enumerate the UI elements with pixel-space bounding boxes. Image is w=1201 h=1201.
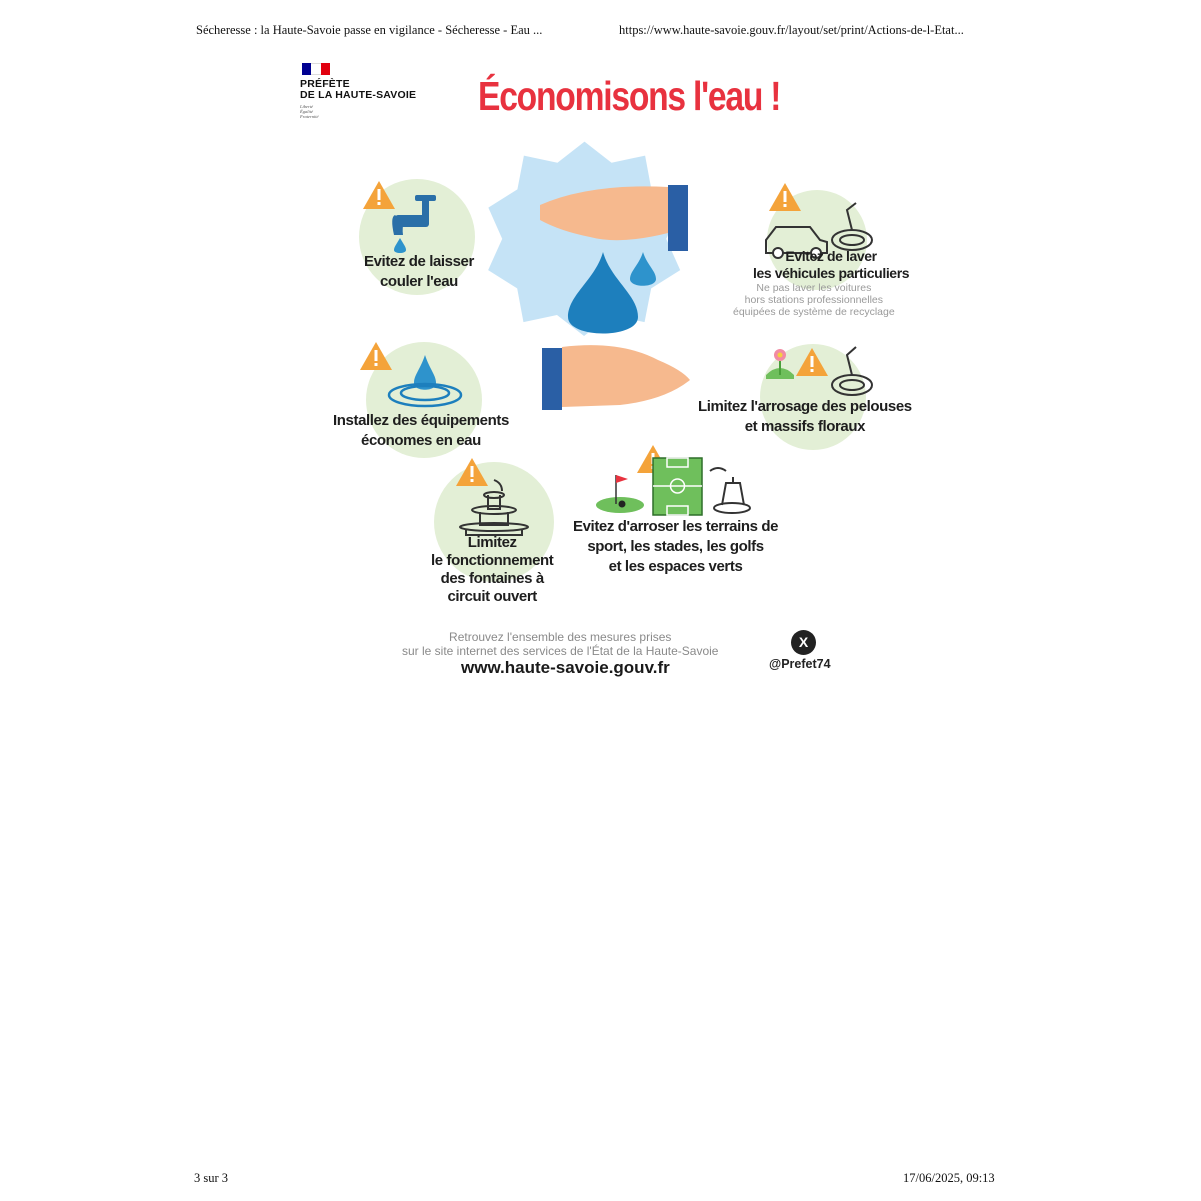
print-datetime: 17/06/2025, 09:13 [903,1171,995,1185]
lower-hand-icon [542,345,690,410]
poster [290,55,930,705]
x-logo-icon[interactable]: X [791,630,816,655]
logo-line1: PRÉFÈTE [300,78,350,90]
print-page-title: Sécheresse : la Haute-Savoie passe en vigilance - Sécheresse - Eau ... [196,23,543,37]
advice-tap: Evitez de laisser couler l'eau [364,253,474,290]
motto-2: Égalité [300,109,313,114]
motto-1: Liberté [300,104,313,109]
sprinkler-icon [710,468,750,513]
website-link[interactable]: www.haute-savoie.gouv.fr [461,658,670,677]
page-count: 3 sur 3 [194,1171,229,1185]
advice-lawns: Limitez l'arrosage des pelouses et massifs floraux [698,398,912,435]
advice-fountains: Limitez le fonctionnement des fontaines à circuit ouvert [431,534,554,605]
advice-vehicles: Evitez de laver les véhicules particuliers [753,248,910,281]
logo-line2: DE LA HAUTE-SAVOIE [300,89,417,101]
x-handle[interactable]: @Prefet74 [769,657,831,671]
footer-info: Retrouvez l'ensemble des mesures prises sur le site internet des services de l'État de la Haute-Savoie [402,630,719,658]
illustration [290,55,930,705]
advice-vehicles-note: Ne pas laver les voitures hors stations professionnelles équipées de système de recyclage [733,282,895,318]
advice-sports: Evitez d'arroser les terrains de sport, les stades, les golfs et les espaces verts [573,518,779,575]
advice-equipment: Installez des équipements économes en eau [333,412,509,449]
print-url: https://www.haute-savoie.gouv.fr/layout/set/print/Actions-de-l-Etat... [619,23,964,37]
motto-3: Fraternité [300,114,319,119]
page-title: Économisons l'eau ! [478,73,781,119]
golf-flag-icon [596,475,644,513]
football-field-icon [653,458,702,515]
